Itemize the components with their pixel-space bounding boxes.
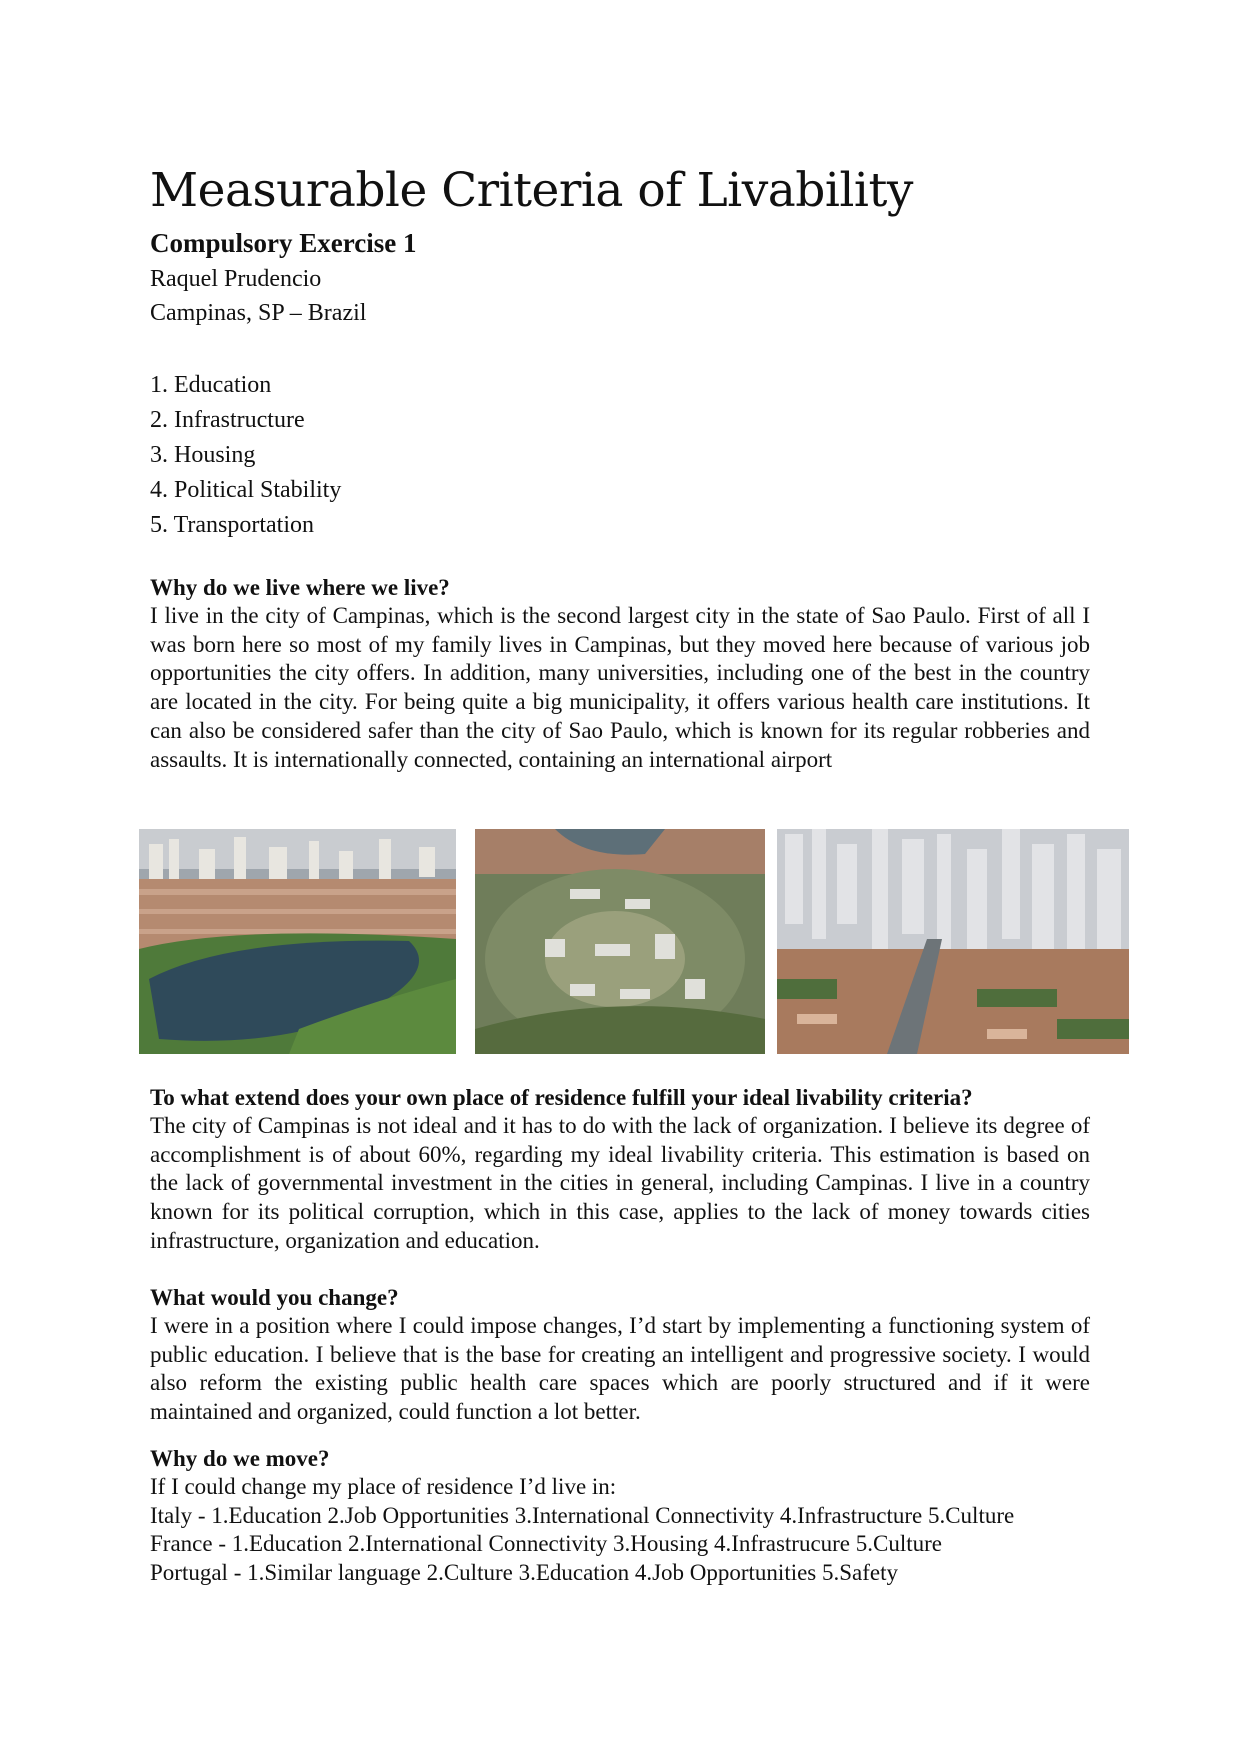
document-subtitle: Compulsory Exercise 1 xyxy=(150,228,417,258)
aerial-campus-photo xyxy=(475,829,765,1054)
section-body: I live in the city of Campinas, which is the second largest city in the state of Sao Paulo. First of all I was born here so most of my family lives in Campinas, but they moved here because of various job opportunities the city offers. In addition, many universities, including one of the best in the country are located in the city. For being quite a big municipality, it offers various health care institutions. It can also be considered safer than the city of Sao Paulo, which is known for its regular robberies and assaults. It is internationally connected, containing an international airport xyxy=(150,603,1090,772)
section-move xyxy=(150,1444,1090,1588)
criteria-item: 1. Education xyxy=(150,372,272,398)
section-why-live xyxy=(150,573,1090,774)
author-name: Raquel Prudencio xyxy=(150,266,322,292)
section-heading: What would you change? xyxy=(150,1285,399,1310)
move-line: If I could change my place of residence I’d live in: xyxy=(150,1474,617,1499)
section-heading: Why do we move? xyxy=(150,1446,330,1471)
author-location: Campinas, SP – Brazil xyxy=(150,300,367,326)
section-body: The city of Campinas is not ideal and it has to do with the lack of organization. I believe its degree of accomplishment is of about 60%, regarding my ideal livability criteria. This estimation is based on the lack of governmental investment in the cities in general, including Campinas. I live in a country known for its political corruption, which in this case, applies to the lack of money towards cities infrastructure, organization and education. xyxy=(150,1113,1090,1253)
section-heading: Why do we live where we live? xyxy=(150,575,450,600)
move-line: Portugal - 1.Similar language 2.Culture 3.Education 4.Job Opportunities 5.Safety xyxy=(150,1560,899,1586)
criteria-item: 4. Political Stability xyxy=(150,477,342,503)
aerial-skyline-photo xyxy=(777,829,1129,1054)
criteria-list xyxy=(150,368,341,543)
document-title: Measurable Criteria of Livability xyxy=(150,163,913,218)
criteria-item: 3. Housing xyxy=(150,442,256,468)
section-heading: To what extend does your own place of residence fulfill your ideal livability criteria? xyxy=(150,1085,973,1110)
section-body: I were in a position where I could impose changes, I’d start by implementing a functioning system of public education. I believe that is the base for creating an intelligent and progressive society. I would also reform the existing public health care spaces which are poorly structured and if it were maintained and organized, could function a lot better. xyxy=(150,1313,1090,1425)
criteria-item: 5. Transportation xyxy=(150,512,315,538)
section-fulfill xyxy=(150,1083,1090,1256)
criteria-item: 2. Infrastructure xyxy=(150,407,305,433)
aerial-lake-photo xyxy=(139,829,456,1054)
move-line: Italy - 1.Education 2.Job Opportunities 3.International Connectivity 4.Infrastructure 5.Culture xyxy=(150,1502,1015,1528)
photo-strip xyxy=(139,829,1129,1054)
section-change xyxy=(150,1283,1090,1427)
move-line: France - 1.Education 2.International Connectivity 3.Housing 4.Infrastrucure 5.Culture xyxy=(150,1531,943,1557)
